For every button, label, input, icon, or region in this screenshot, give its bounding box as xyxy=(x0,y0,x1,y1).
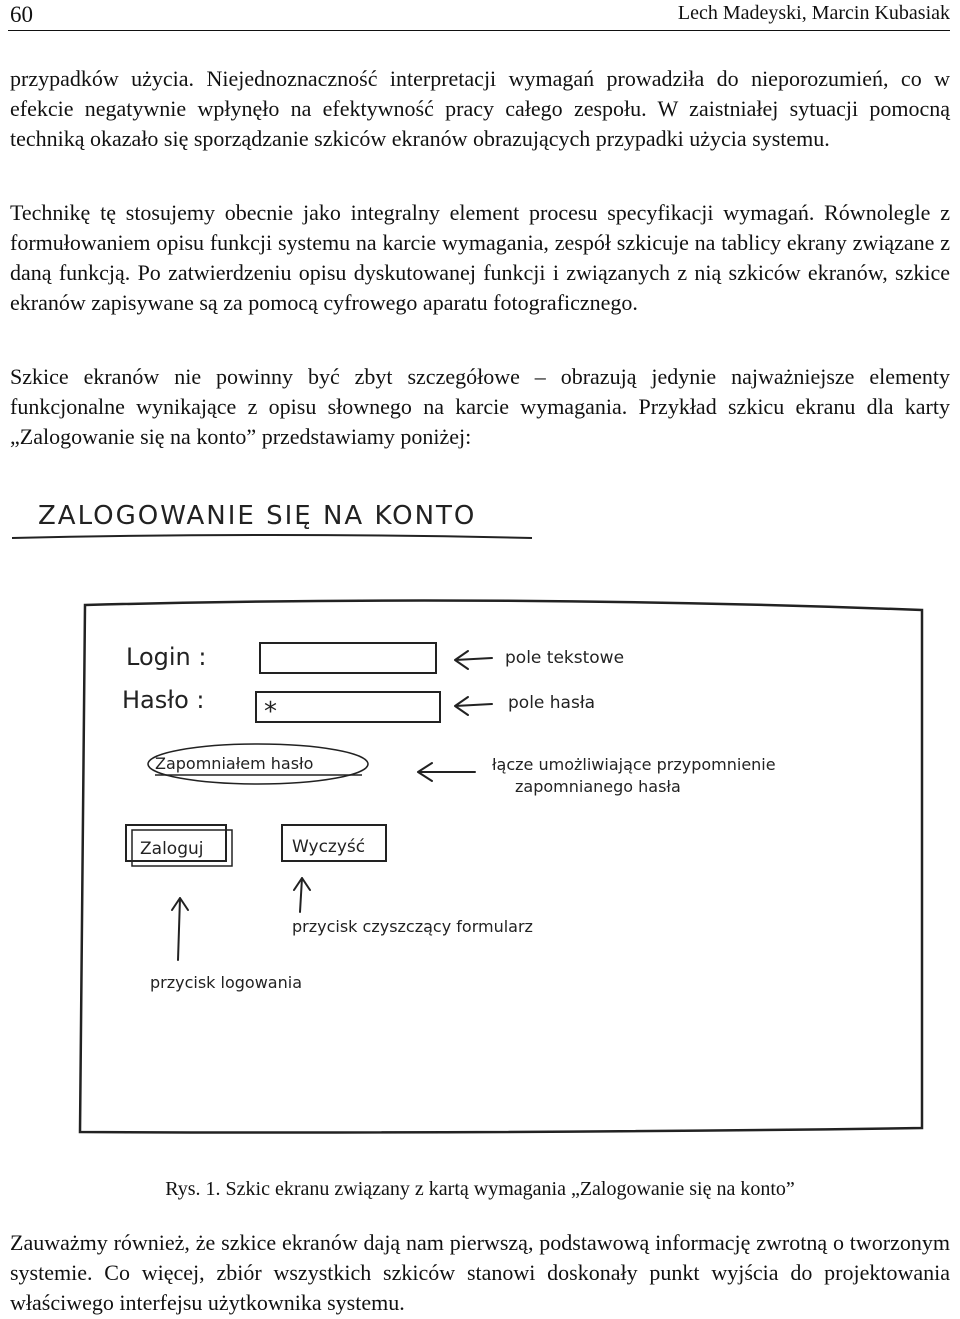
paragraph-1: przypadków użycia. Niejednoznaczność interpretacji wymagań prowadziła do nieporozumień, co w efekcie negatywnie wpłynęło na efektywność pracy całego zespołu. W zaistniałej sytuacji pomocną techniką okazało się sporządzanie szkiców ekranów obrazujących przypadki użycia systemu. xyxy=(10,66,950,151)
arrow-left-icon xyxy=(418,763,475,781)
note-link-line1: łącze umożliwiające przypomnienie xyxy=(492,755,776,774)
sketch-title: ZALOGOWANIE SIĘ NA KONTO xyxy=(38,501,477,531)
page-header xyxy=(8,0,950,31)
arrow-up-icon xyxy=(294,878,310,912)
title-underline xyxy=(12,535,532,538)
login-label: Login : xyxy=(126,643,207,671)
login-input-sketch xyxy=(260,643,436,673)
forgot-password-link: Zapomniałem hasło xyxy=(155,754,314,773)
note-password-field: pole hasła xyxy=(508,693,596,713)
arrow-left-icon xyxy=(455,651,492,669)
password-input-sketch xyxy=(256,692,440,722)
running-head-authors: Lech Madeyski, Marcin Kubasiak xyxy=(677,2,950,24)
note-clear-button: przycisk czyszczący formularz xyxy=(292,917,533,936)
screen-sketch-figure xyxy=(0,480,960,1160)
figure-caption: Rys. 1. Szkic ekranu związany z kartą wymagania „Zalogowanie się na konto” xyxy=(165,1178,795,1200)
arrow-left-icon xyxy=(455,697,492,715)
paragraph-3: Szkice ekranów nie powinny być zbyt szczegółowe – obrazują jedynie najważniejsze elementy funkcjonalne wynikające z opisu słownego na karcie wymagania. Przykład szkicu ekranu dla karty „Zalogowanie się na konto” przedstawiamy poniżej: xyxy=(10,364,950,449)
paragraph-4: Zauważmy również, że szkice ekranów dają nam pierwszą, podstawową informację zwrotną o tworzonym systemie. Co więcej, zbiór wszystkich szkiców stanowi doskonały punkt wyjścia do projektowania właściwego interfejsu użytkownika systemu. xyxy=(10,1230,950,1315)
page-number: 60 xyxy=(10,2,33,27)
clear-button-label: Wyczyść xyxy=(292,837,366,857)
login-button-label: Zaloguj xyxy=(140,839,204,859)
screen-sketch-drawing xyxy=(0,480,960,1160)
note-login-button: przycisk logowania xyxy=(150,973,302,992)
password-label: Hasło : xyxy=(122,686,205,714)
note-text-field: pole tekstowe xyxy=(505,648,625,668)
note-link-line2: zapomnianego hasła xyxy=(515,777,681,796)
arrow-up-icon xyxy=(172,898,188,960)
paragraph-2: Technikę tę stosujemy obecnie jako integralny element procesu specyfikacji wymagań. Równolegle z formułowaniem opisu funkcji systemu na karcie wymagania, zespół szkicuje na tablicy ekrany związane z daną funkcją. Po zatwierdzeniu opisu dyskutowanej funkcji i związanych z nią szkiców ekranów, szkice ekranów zapisywane są za pomocą cyfrowego aparatu fotograficznego. xyxy=(10,200,950,315)
password-mask: * xyxy=(264,697,277,727)
